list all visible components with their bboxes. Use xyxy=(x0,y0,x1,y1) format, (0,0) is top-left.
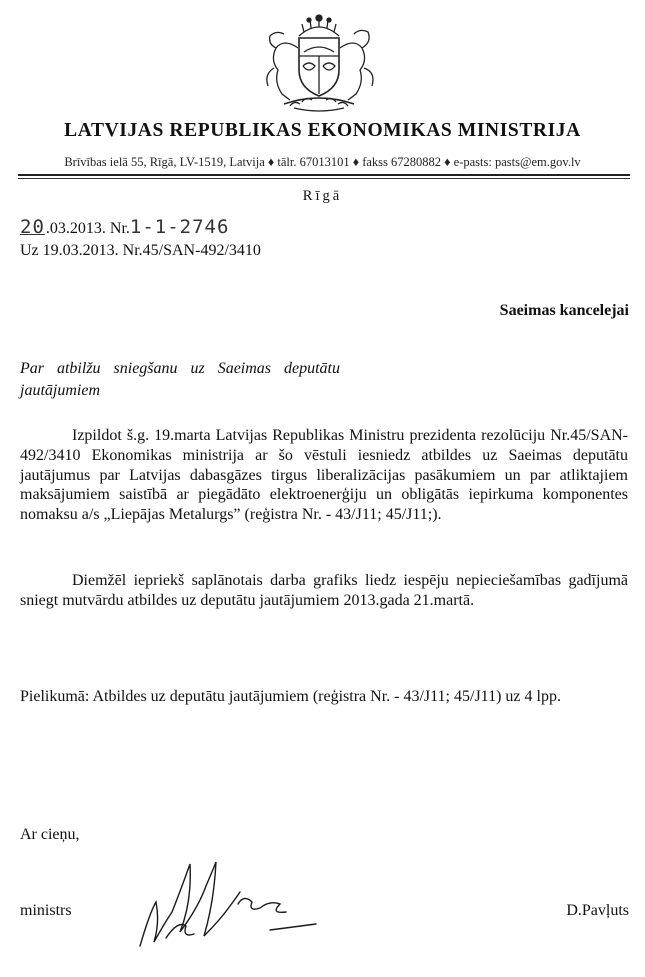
reference-date: .03.2013. Nr. xyxy=(45,220,130,237)
contact-details: Brīvības ielā 55, Rīgā, LV-1519, Latvija ♦ tālr. 67013101 ♦ fakss 67280882 ♦ e-pasts: pasts@em.gov.lv xyxy=(64,155,581,169)
body-paragraph-1: Izpildot š.g. 19.marta Latvijas Republikas Ministru prezidenta rezolūciju Nr.45/SAN-492/3410 Ekonomikas ministrija ar šo vēstuli iesniedz atbildes uz Saeimas deputātu jautājumus par Latvijas dabasgāzes tirgus liberalizācijas pasākumiem un par atliktajiem maksājumiem saistībā ar piegādāto elektroenerģiju un obligātās iepirkuma komponentes nomaksu a/s „Liepājas Metalurgs” (reģistra Nr. - 43/J11; 45/J11;). xyxy=(20,427,628,524)
subject-line: Par atbilžu sniegšanu uz Saeimas deputātu jautājumiem xyxy=(20,360,340,399)
attachment-note: Pielikumā: Atbildes uz deputātu jautājumiem (reģistra Nr. - 43/J11; 45/J11) uz 4 lpp. xyxy=(20,688,561,705)
signatory-name: D.Pavļuts xyxy=(566,902,629,919)
ministry-name: LATVIJAS REPUBLIKAS EKONOMIKAS MINISTRIJA xyxy=(64,120,581,141)
in-reply-to: Uz 19.03.2013. Nr.45/SAN-492/3410 xyxy=(20,242,261,259)
reference-line xyxy=(20,216,229,238)
coat-of-arms-emblem xyxy=(254,8,384,116)
recipient: Saeimas kancelejai xyxy=(499,302,629,319)
handwritten-day: 20 xyxy=(20,216,45,238)
handwritten-reference-number: 1-1-2746 xyxy=(129,216,230,238)
signatory-position: ministrs xyxy=(20,902,72,919)
closing-greeting: Ar cieņu, xyxy=(20,826,80,843)
header-divider-thin xyxy=(18,178,630,179)
header-divider xyxy=(18,174,630,176)
body-paragraph-2: Diemžēl iepriekš saplānotais darba grafiks liedz iespēju nepieciešamības gadījumā sniegt mutvārdu atbildes uz deputātu jautājumiem 2013.gada 21.martā. xyxy=(20,572,628,609)
handwritten-signature xyxy=(120,842,320,952)
city-name: Rīgā xyxy=(302,188,343,204)
